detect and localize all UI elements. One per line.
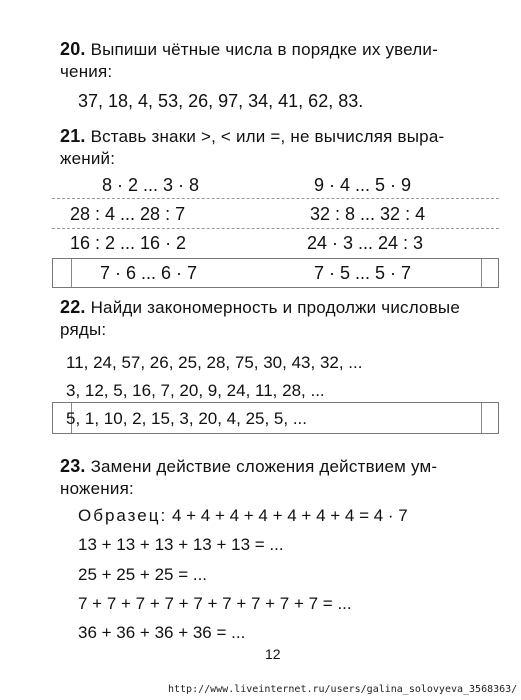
addition-line-4: 36 + 36 + 36 + 36 = ... [78, 623, 246, 642]
expression-row-1-right: 9 · 4 ... 5 · 9 [314, 175, 412, 195]
number-series-1: 11, 24, 57, 26, 25, 28, 75, 30, 43, 32, ... [66, 353, 363, 372]
task-23-heading [60, 455, 500, 478]
box-divider [481, 403, 482, 433]
sample-label: Образец: [78, 506, 168, 525]
addition-line-2: 25 + 25 + 25 = ... [78, 565, 208, 584]
task-23-text-line2: ножения: [60, 479, 134, 498]
sample-expression: 4 + 4 + 4 + 4 + 4 + 4 + 4 = 4 · 7 [171, 506, 408, 525]
expression-row-4-left: 7 · 6 ... 6 · 7 [100, 263, 198, 283]
watermark-url: http://www.liveinternet.ru/users/galina_solovyeva_3568363/ [168, 684, 518, 695]
task-21 [60, 125, 500, 170]
number-series-2: 3, 12, 5, 16, 7, 20, 9, 24, 11, 28, ... [66, 381, 325, 400]
task-20-number: 20. [60, 39, 86, 59]
expression-row-2-left: 28 : 4 ... 28 : 7 [70, 204, 186, 224]
ruled-line [52, 198, 499, 199]
expression-row-3-left: 16 : 2 ... 16 · 2 [70, 233, 187, 253]
addition-line-1: 13 + 13 + 13 + 13 + 13 = ... [78, 535, 284, 554]
box-divider [71, 259, 72, 287]
expression-row-2-right: 32 : 8 ... 32 : 4 [310, 204, 426, 224]
answer-box [52, 258, 499, 288]
task-22-heading [60, 296, 500, 319]
task-21-number: 21. [60, 126, 86, 146]
addition-line-3: 7 + 7 + 7 + 7 + 7 + 7 + 7 + 7 + 7 = ... [78, 594, 352, 613]
expression-row-4-right: 7 · 5 ... 5 · 7 [314, 263, 412, 283]
expression-row-3-right: 24 · 3 ... 24 : 3 [307, 233, 424, 253]
task-20-text-line1: Выпиши чётные числа в порядке их увели- [90, 40, 438, 59]
task-20-numbers: 37, 18, 4, 53, 26, 97, 34, 41, 62, 83. [78, 91, 364, 111]
task-22-text-line2: ряды: [60, 320, 107, 339]
task-20-heading [60, 38, 500, 61]
task-23-text-line1: Замени действие сложения действием ум- [90, 457, 438, 476]
task-21-heading [60, 125, 500, 148]
ruled-line [52, 228, 499, 229]
page-number: 12 [265, 646, 281, 662]
expression-row-1-left: 8 · 2 ... 3 · 8 [102, 175, 200, 195]
task-22-text-line1: Найди закономерность и продолжи числовые [90, 298, 461, 317]
number-series-3: 5, 1, 10, 2, 15, 3, 20, 4, 25, 5, ... [66, 409, 307, 428]
task-23 [60, 455, 500, 500]
task-23-number: 23. [60, 456, 86, 476]
box-divider [481, 259, 482, 287]
task-21-text-line2: жений: [60, 149, 116, 168]
task-20-text-line2: чения: [60, 62, 113, 81]
task-22-number: 22. [60, 297, 86, 317]
sample-line [78, 505, 408, 527]
task-21-text-line1: Вставь знаки >, < или =, не вычисляя выра- [90, 127, 445, 146]
task-22 [60, 296, 500, 341]
task-20 [60, 38, 500, 83]
